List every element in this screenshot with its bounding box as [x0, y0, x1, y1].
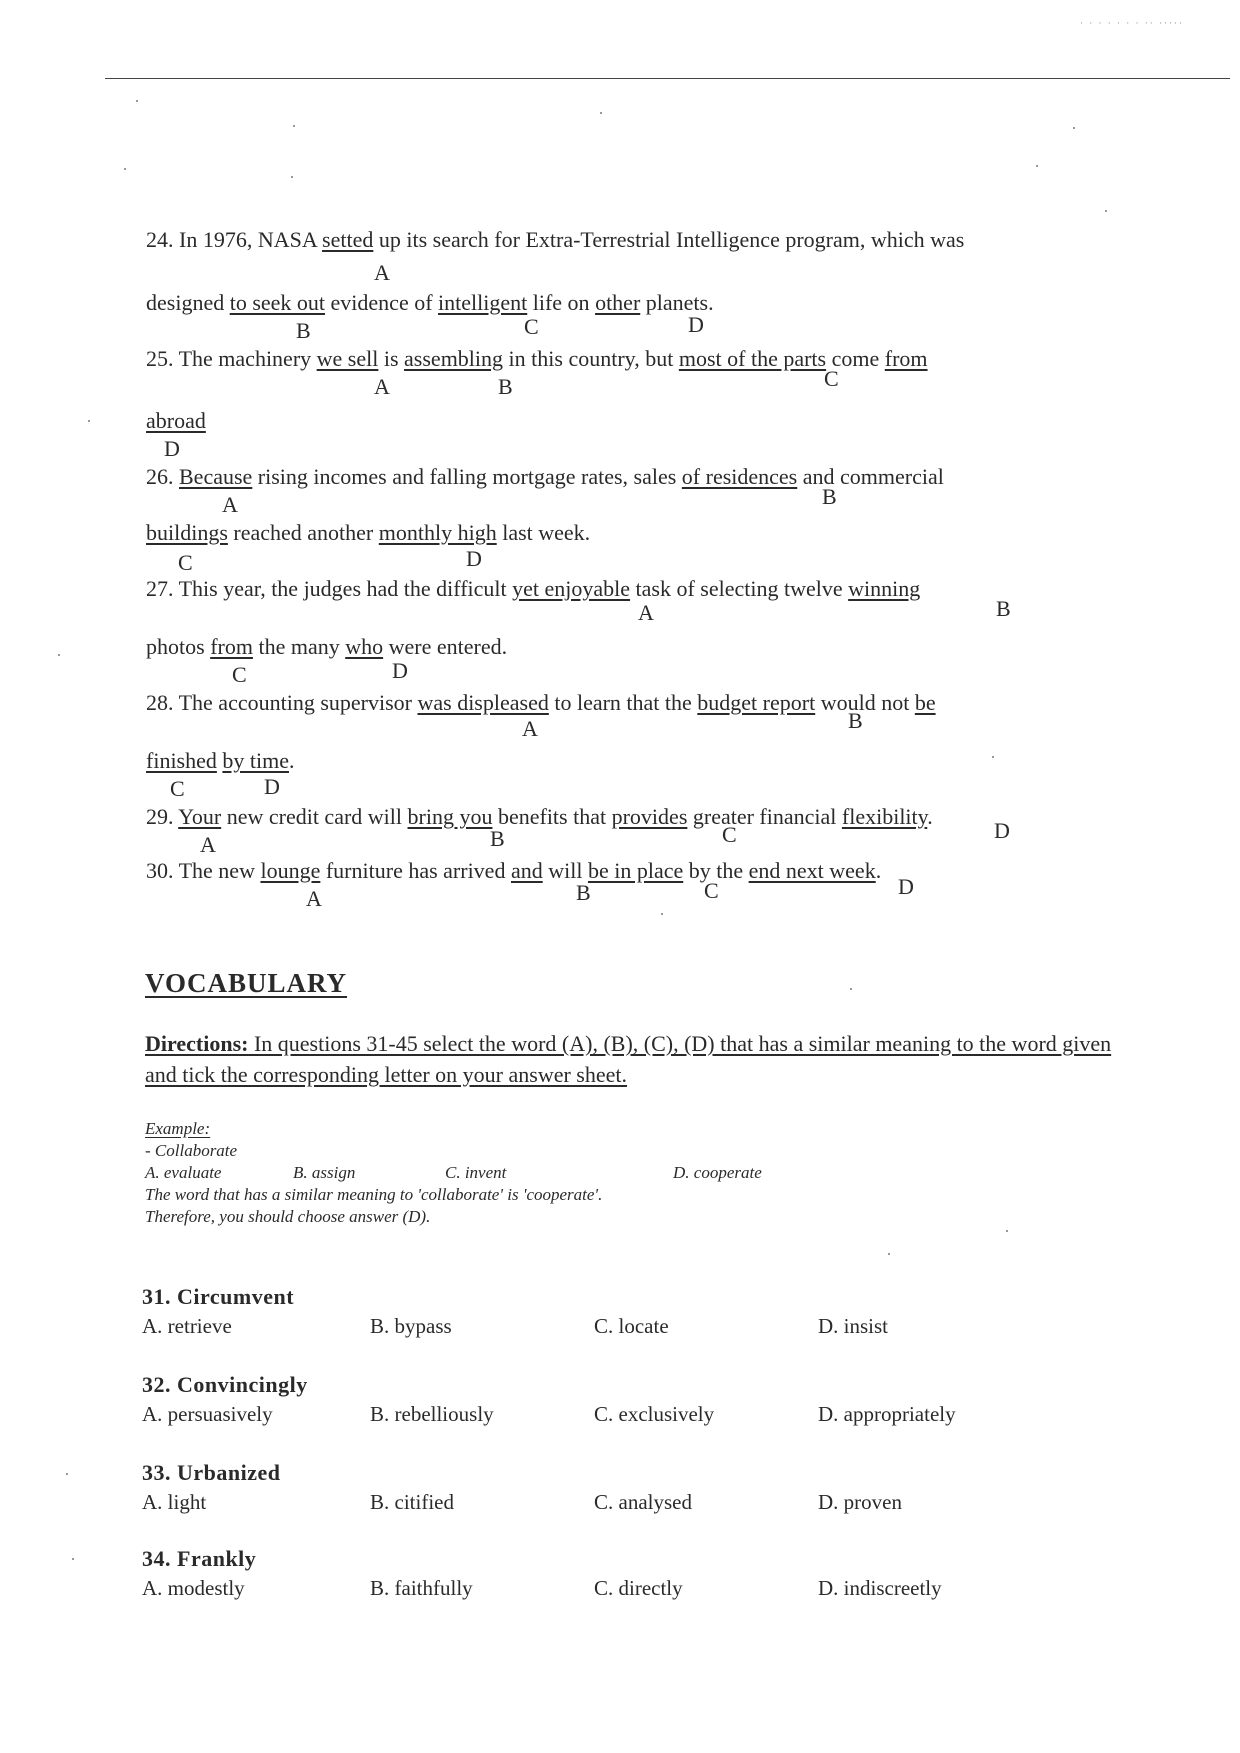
q26-letter-d: D — [466, 546, 482, 571]
q27-letter-d: D — [392, 658, 408, 683]
q28-letter-a: A — [522, 716, 538, 741]
q24-text: designed — [146, 290, 230, 315]
scan-speck — [1073, 127, 1075, 129]
example-word: - Collaborate — [145, 1141, 238, 1160]
q29-text: greater financial — [687, 804, 842, 829]
q24-letter-a: A — [374, 260, 390, 285]
option-b: B. faithfully — [370, 1576, 473, 1600]
q27-text: the many — [252, 634, 346, 659]
q25-underlined-b: assembling — [404, 346, 504, 371]
q28-letter-d: D — [264, 774, 280, 799]
vocab-question-32 — [142, 1372, 1042, 1432]
q27-underlined-a: yet enjoyable — [512, 576, 631, 601]
q26-letter-a: A — [222, 492, 238, 517]
q29-letter-d: D — [994, 818, 1010, 843]
question-30-line-1 — [146, 858, 881, 884]
example-options — [145, 1162, 845, 1184]
scan-speck — [72, 1558, 74, 1560]
vocabulary-heading: VOCABULARY — [145, 968, 348, 998]
q30-letter-b: B — [576, 880, 591, 905]
scan-speck — [850, 988, 852, 990]
question-25-line-2 — [146, 408, 206, 434]
q28-letter-c: C — [170, 776, 185, 801]
q27-underlined-b: winning — [848, 576, 921, 601]
q25-underlined-d-cont: abroad — [146, 408, 206, 433]
q29-letter-c: C — [722, 822, 737, 847]
q26-text: and commercial — [797, 464, 944, 489]
example-option-c: C. invent — [445, 1163, 507, 1182]
q25-letter-c: C — [824, 366, 839, 391]
option-b: B. bypass — [370, 1314, 452, 1338]
q28-text: 28. The accounting supervisor — [146, 690, 418, 715]
q30-underlined-b: and — [510, 858, 543, 883]
option-a: A. persuasively — [142, 1402, 273, 1426]
scan-speck — [66, 1473, 68, 1475]
q28-underlined-b: budget report — [697, 690, 816, 715]
vocab-question-31 — [142, 1284, 1042, 1344]
q27-underlined-d: who — [345, 634, 384, 659]
q27-letter-a: A — [638, 600, 654, 625]
scan-speck — [888, 1253, 890, 1255]
q25-text: in this country, but — [503, 346, 679, 371]
q25-letter-a: A — [374, 374, 390, 399]
option-d: D. indiscreetly — [818, 1576, 942, 1600]
q28-text: to learn that the — [548, 690, 698, 715]
q30-text: 30. The new — [146, 858, 261, 883]
example-option-a: A. evaluate — [145, 1163, 222, 1182]
question-24-line-1 — [146, 227, 964, 253]
q24-letter-d: D — [688, 312, 704, 337]
q29-text: 29. — [146, 804, 179, 829]
q26-underlined-a: Because — [179, 464, 253, 489]
question-28-line-2 — [146, 748, 295, 774]
scan-speck — [293, 125, 295, 127]
scan-speck — [992, 756, 994, 758]
q30-text: furniture has arrived — [320, 858, 511, 883]
example-option-b: B. assign — [293, 1163, 356, 1182]
option-b: B. citified — [370, 1490, 454, 1514]
scan-speck — [600, 112, 602, 114]
q25-text: come — [826, 346, 885, 371]
vocab-question-34 — [142, 1546, 1042, 1606]
example-note-1: The word that has a similar meaning to 'collaborate' is 'cooperate'. — [145, 1185, 603, 1204]
option-a: A. light — [142, 1490, 207, 1514]
q30-underlined-c: be in place — [587, 858, 684, 883]
question-27-line-1 — [146, 576, 920, 602]
scan-speck — [1006, 1230, 1008, 1232]
q24-text: planets. — [640, 290, 714, 315]
q26-letter-b: B — [822, 484, 837, 509]
q28-underlined-d: by time — [222, 748, 289, 773]
q27-text: 27. This year, the judges had the difficult — [146, 576, 513, 601]
q25-underlined-d: from — [884, 346, 928, 371]
top-rule — [105, 78, 1230, 79]
vocabulary-directions — [145, 1028, 1120, 1090]
q26-underlined-b: of residences — [681, 464, 798, 489]
scan-speck — [136, 100, 138, 102]
scan-speck — [1036, 165, 1038, 167]
q24-letter-b: B — [296, 318, 311, 343]
question-24-line-2 — [146, 290, 714, 316]
question-25-line-1 — [146, 346, 928, 372]
option-c: C. locate — [594, 1314, 669, 1338]
q24-underlined-d: other — [595, 290, 641, 315]
question-26-line-2 — [146, 520, 590, 546]
scan-speck — [1105, 210, 1107, 212]
q26-text: rising incomes and falling mortgage rates, sales — [252, 464, 682, 489]
q26-text: 26. — [146, 464, 179, 489]
directions-label: Directions: — [145, 1031, 249, 1056]
option-a: A. retrieve — [142, 1314, 232, 1338]
q24-letter-c: C — [524, 314, 539, 339]
q28-text: would not — [815, 690, 915, 715]
option-c: C. directly — [594, 1576, 683, 1600]
scan-speck — [58, 654, 60, 656]
q24-underlined-c: intelligent — [438, 290, 528, 315]
question-29-line-1 — [146, 804, 933, 830]
q29-text: . — [927, 804, 933, 829]
q30-underlined-d: end next week — [748, 858, 876, 883]
option-d: D. insist — [818, 1314, 889, 1338]
q25-underlined-c: most of the parts — [678, 346, 827, 371]
q28-underlined-c-cont: finished — [146, 748, 217, 773]
q27-underlined-c: from — [210, 634, 253, 659]
q29-letter-a: A — [200, 832, 216, 857]
q29-letter-b: B — [490, 826, 505, 851]
scan-speck — [661, 913, 663, 915]
q28-text: . — [289, 748, 295, 773]
q30-letter-a: A — [306, 886, 322, 911]
q30-text: . — [875, 858, 882, 883]
q29-underlined-b: bring you — [407, 804, 493, 829]
question-stem: 33. Urbanized — [142, 1460, 281, 1485]
q30-text: will — [542, 858, 588, 883]
q25-underlined-a: we sell — [316, 346, 379, 371]
q25-letter-b: B — [498, 374, 513, 399]
q30-underlined-a: lounge — [260, 858, 321, 883]
question-27-line-2 — [146, 634, 507, 660]
q26-letter-c: C — [178, 550, 193, 575]
q27-letter-c: C — [232, 662, 247, 687]
option-b: B. rebelliously — [370, 1402, 494, 1426]
q24-underlined-a: setted — [322, 227, 374, 252]
q29-underlined-c: provides — [611, 804, 688, 829]
q25-text: 25. The machinery — [146, 346, 317, 371]
q25-letter-d: D — [164, 436, 180, 461]
q27-text: task of selecting twelve — [630, 576, 849, 601]
q29-text: benefits that — [492, 804, 612, 829]
q25-text: is — [378, 346, 405, 371]
q24-text: 24. In 1976, NASA — [146, 227, 323, 252]
q29-underlined-d: flexibility — [841, 804, 928, 829]
q30-letter-d: D — [898, 874, 914, 899]
example-note-2: Therefore, you should choose answer (D). — [145, 1207, 431, 1226]
question-28-line-1 — [146, 690, 936, 716]
directions-text: In questions 31-45 select the word (A), (B), (C), (D) that has a similar meaning to the word given and tick the corresponding letter on your answer sheet. — [145, 1031, 1112, 1087]
option-a: A. modestly — [142, 1576, 245, 1600]
example-option-d: D. cooperate — [673, 1163, 762, 1182]
question-stem: 31. Circumvent — [142, 1284, 295, 1309]
q26-text: reached another — [227, 520, 379, 545]
option-d: D. appropriately — [818, 1402, 956, 1426]
q28-letter-b: B — [848, 708, 863, 733]
q24-text: life on — [527, 290, 596, 315]
q28-underlined-a: was displeased — [417, 690, 549, 715]
q26-underlined-d: monthly high — [378, 520, 497, 545]
question-stem: 34. Frankly — [142, 1546, 257, 1571]
scan-speck — [88, 420, 90, 422]
option-d: D. proven — [818, 1490, 902, 1514]
option-c: C. exclusively — [594, 1402, 715, 1426]
q24-text: evidence of — [325, 290, 439, 315]
q29-underlined-a: Your — [178, 804, 222, 829]
q26-underlined-c: buildings — [146, 520, 228, 545]
q24-underlined-b: to seek out — [229, 290, 326, 315]
scan-speck — [124, 168, 126, 170]
q26-text: last week. — [496, 520, 591, 545]
q27-text: photos — [146, 634, 211, 659]
vocab-question-33 — [142, 1460, 1042, 1520]
option-c: C. analysed — [594, 1490, 692, 1514]
q24-text: up its search for Extra-Terrestrial Intelligence program, which was — [373, 227, 965, 252]
q30-letter-c: C — [704, 878, 719, 903]
q27-text: were entered. — [383, 634, 508, 659]
corner-scan-mark: · · · · · · · ·· ····· — [1080, 18, 1184, 28]
scan-speck — [291, 176, 293, 178]
example-block — [145, 1118, 845, 1228]
q30-text: by the — [683, 858, 749, 883]
question-stem: 32. Convincingly — [142, 1372, 308, 1397]
q27-letter-b: B — [996, 596, 1011, 621]
q29-text: new credit card will — [221, 804, 408, 829]
q28-underlined-c: be — [914, 690, 936, 715]
example-label: Example: — [145, 1119, 211, 1138]
